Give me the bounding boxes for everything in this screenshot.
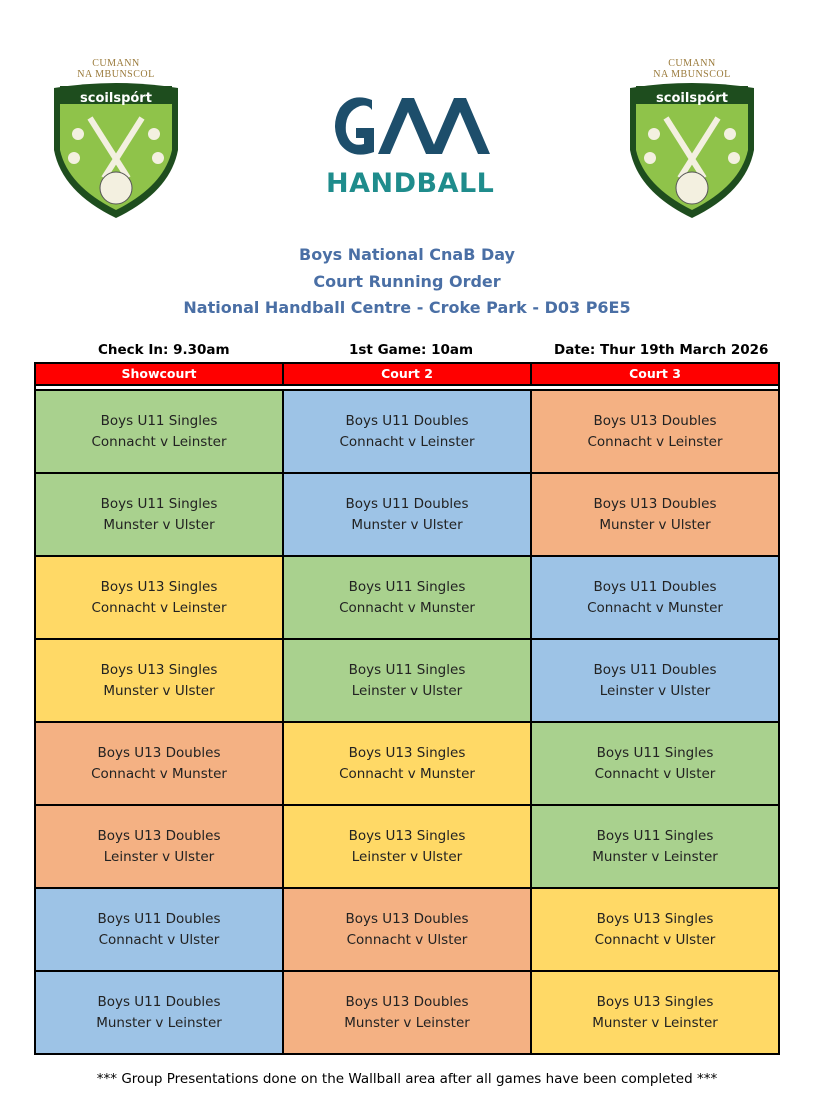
match-cell [282, 640, 530, 721]
match-teams: Connacht v Munster [91, 765, 227, 782]
match-teams: Munster v Leinster [96, 1014, 222, 1031]
match-cell [530, 806, 778, 887]
court-header-court-3: Court 3 [530, 364, 778, 384]
match-teams: Connacht v Ulster [594, 765, 716, 782]
title-block [0, 242, 814, 322]
match-teams: Munster v Ulster [103, 516, 215, 533]
match-cell [36, 557, 282, 638]
table-row [36, 887, 778, 970]
match-teams: Leinster v Ulster [351, 682, 463, 699]
match-cell [530, 889, 778, 970]
table-row [36, 970, 778, 1053]
document-subtitle: Court Running Order [313, 271, 501, 291]
match-event: Boys U13 Doubles [97, 827, 221, 844]
match-event: Boys U13 Singles [348, 827, 466, 844]
match-teams: Connacht v Leinster [91, 599, 227, 616]
match-event: Boys U13 Doubles [97, 744, 221, 761]
event-title: Boys National CnaB Day [299, 245, 515, 264]
gaa-handball-logo [326, 88, 495, 202]
venue-line: National Handball Centre - Croke Park - D03 P6E5 [183, 298, 631, 317]
match-cell [36, 806, 282, 887]
crest-brand: scoilspórt [80, 91, 152, 106]
match-cell [36, 640, 282, 721]
match-cell [36, 391, 282, 472]
crest-brand: scoilspórt [656, 91, 728, 106]
match-event: Boys U11 Doubles [593, 578, 717, 595]
check-in-time: Check In: 9.30am [98, 342, 230, 358]
match-teams: Connacht v Ulster [98, 931, 220, 948]
match-teams: Connacht v Ulster [346, 931, 468, 948]
match-cell [530, 557, 778, 638]
match-event: Boys U13 Doubles [345, 910, 469, 927]
match-event: Boys U11 Singles [596, 827, 714, 844]
match-event: Boys U11 Singles [100, 495, 218, 512]
schedule-rows [36, 391, 778, 1053]
match-cell [530, 640, 778, 721]
table-row [36, 804, 778, 887]
match-cell [36, 972, 282, 1053]
first-game-time: 1st Game: 10am [349, 342, 474, 358]
gaa-logo-icon [326, 88, 492, 164]
match-teams: Connacht v Munster [587, 599, 723, 616]
match-event: Boys U11 Singles [596, 744, 714, 761]
match-teams: Munster v Ulster [351, 516, 463, 533]
match-teams: Connacht v Ulster [594, 931, 716, 948]
match-teams: Munster v Ulster [599, 516, 711, 533]
match-event: Boys U11 Singles [348, 578, 466, 595]
match-cell [530, 391, 778, 472]
match-cell [36, 889, 282, 970]
match-cell [530, 972, 778, 1053]
match-event: Boys U13 Singles [100, 661, 218, 678]
match-cell [530, 474, 778, 555]
match-event: Boys U13 Doubles [593, 412, 717, 429]
match-event: Boys U11 Doubles [97, 910, 221, 927]
match-event: Boys U13 Singles [348, 744, 466, 761]
court-header-court-2: Court 2 [282, 364, 530, 384]
crest-line2: NA MBUNSCOL [653, 69, 731, 80]
match-teams: Munster v Leinster [592, 1014, 718, 1031]
match-event: Boys U11 Singles [100, 412, 218, 429]
match-event: Boys U13 Doubles [593, 495, 717, 512]
info-row [36, 342, 778, 360]
match-cell [36, 723, 282, 804]
match-cell [282, 972, 530, 1053]
footnote: *** Group Presentations done on the Wallball area after all games have been completed *** [96, 1071, 718, 1087]
table-row [36, 638, 778, 721]
match-event: Boys U11 Singles [348, 661, 466, 678]
match-cell [530, 723, 778, 804]
crest-line1: CUMANN [668, 58, 716, 69]
match-event: Boys U11 Doubles [345, 412, 469, 429]
cumann-na-mbunscol-crest-right [626, 58, 758, 220]
match-cell [282, 557, 530, 638]
match-teams: Munster v Ulster [103, 682, 215, 699]
match-cell [282, 806, 530, 887]
match-cell [282, 723, 530, 804]
court-header-row [36, 364, 778, 386]
court-header-showcourt: Showcourt [121, 366, 197, 381]
court-schedule-table [34, 362, 780, 1055]
match-teams: Connacht v Leinster [339, 433, 475, 450]
match-event: Boys U13 Singles [596, 910, 714, 927]
match-teams: Connacht v Leinster [587, 433, 723, 450]
match-teams: Connacht v Munster [339, 599, 475, 616]
handball-wordmark: HANDBALL [326, 168, 495, 199]
match-teams: Munster v Leinster [344, 1014, 470, 1031]
crest-line2: NA MBUNSCOL [77, 69, 155, 80]
match-teams: Leinster v Ulster [599, 682, 711, 699]
crest-line1: CUMANN [92, 58, 140, 69]
match-event: Boys U13 Doubles [345, 993, 469, 1010]
match-teams: Connacht v Munster [339, 765, 475, 782]
table-row [36, 472, 778, 555]
match-teams: Connacht v Leinster [91, 433, 227, 450]
match-event: Boys U11 Doubles [97, 993, 221, 1010]
match-teams: Leinster v Ulster [351, 848, 463, 865]
match-cell [282, 889, 530, 970]
match-event: Boys U11 Doubles [345, 495, 469, 512]
match-teams: Leinster v Ulster [103, 848, 215, 865]
table-row [36, 721, 778, 804]
match-event: Boys U13 Singles [100, 578, 218, 595]
table-row [36, 555, 778, 638]
cumann-na-mbunscol-crest-left [50, 58, 182, 220]
match-event: Boys U11 Doubles [593, 661, 717, 678]
event-date: Date: Thur 19th March 2026 [554, 342, 769, 358]
match-teams: Munster v Leinster [592, 848, 718, 865]
match-cell [282, 391, 530, 472]
match-event: Boys U13 Singles [596, 993, 714, 1010]
match-cell [36, 474, 282, 555]
match-cell [282, 474, 530, 555]
table-row [36, 391, 778, 472]
